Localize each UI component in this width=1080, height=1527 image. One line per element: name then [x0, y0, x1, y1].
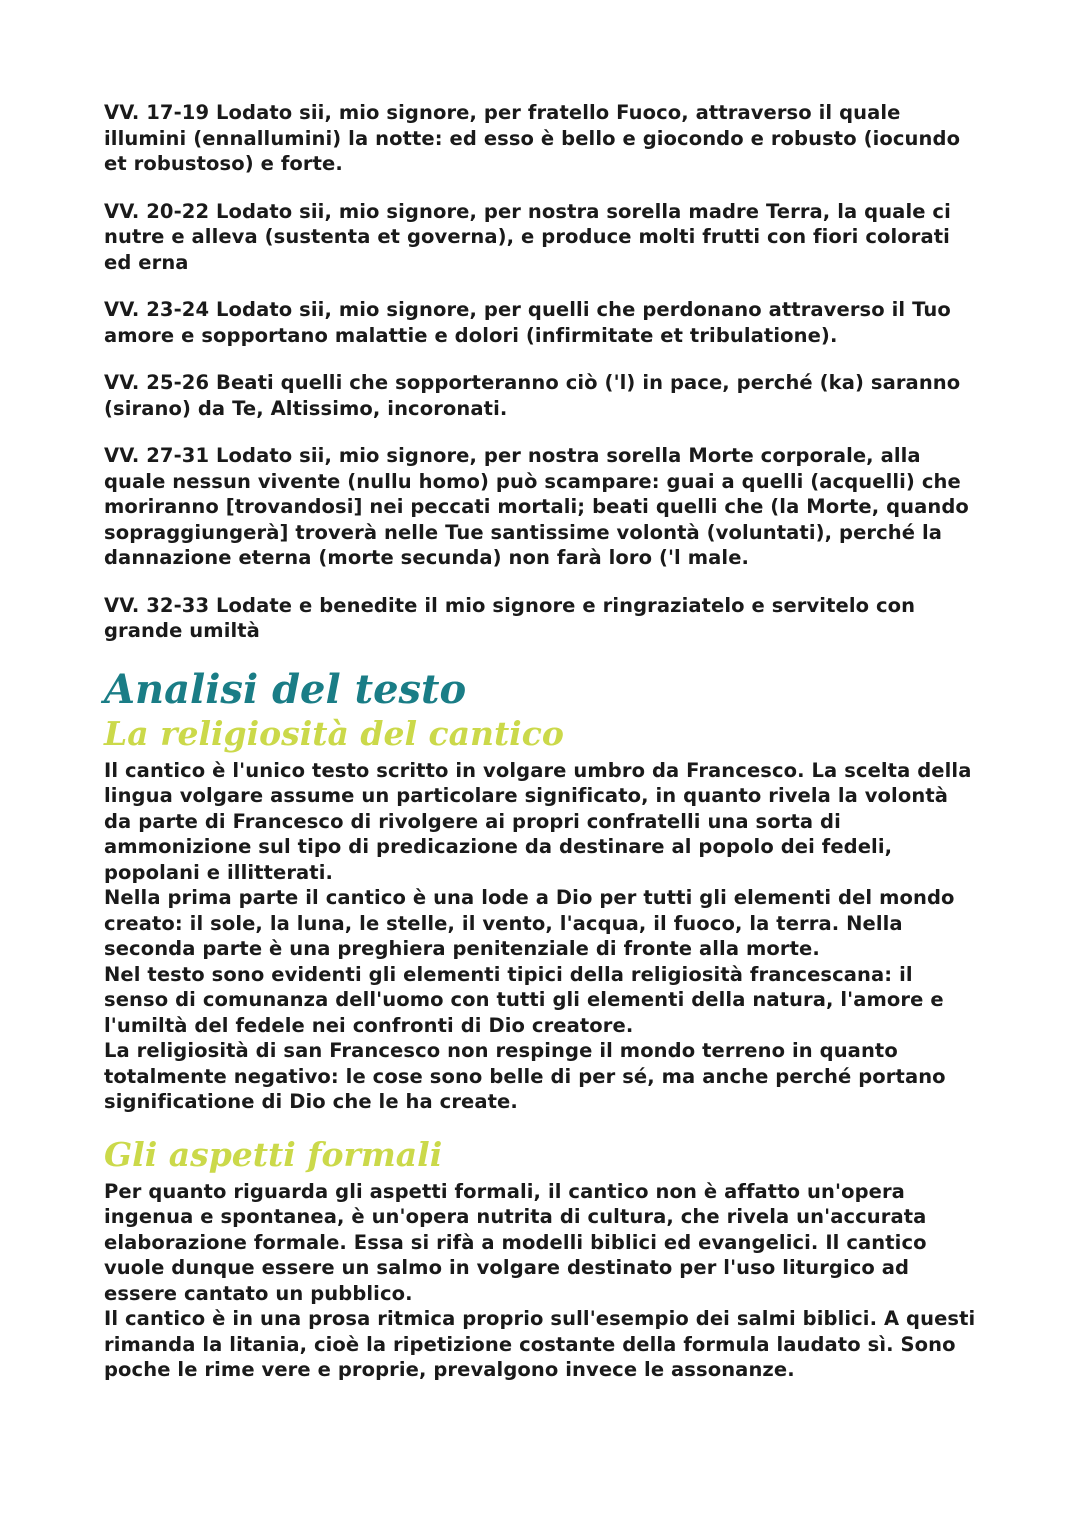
- verse-23-24: VV. 23-24 Lodato sii, mio signore, per quelli che perdonano attraverso il Tuo amore e sopportano malattie e dolori (infirmitate et tribulatione).: [104, 298, 951, 347]
- formal-aspects-paragraph-2: Il cantico è in una prosa ritmica proprio sull'esempio dei salmi biblici. A questi rimanda la litania, cioè la ripetizione costante della formula laudato sì. Sono poche le rime vere e proprie, prevalgono invece le assonanze.: [104, 1307, 976, 1381]
- religiosity-paragraph-2: Nella prima parte il cantico è una lode a Dio per tutti gli elementi del mondo creato: il sole, la luna, le stelle, il vento, l'acqua, il fuoco, la terra. Nella seconda parte è una preghiera penitenziale di fronte alla morte.: [104, 886, 955, 960]
- religiosity-paragraph-4: La religiosità di san Francesco non respinge il mondo terreno in quanto totalmente negativo: le cose sono belle di per sé, ma anche perché portano significatione di Dio che le ha create.: [104, 1039, 946, 1113]
- section-formal-aspects-title: Gli aspetti formali: [104, 1134, 443, 1174]
- verse-25-26: VV. 25-26 Beati quelli che sopporteranno ciò ('l) in pace, perché (ka) saranno (sirano) da Te, Altissimo, incoronati.: [104, 371, 961, 420]
- verse-27-31: VV. 27-31 Lodato sii, mio signore, per nostra sorella Morte corporale, alla quale nessun vivente (nullu homo) può scampare: guai a quelli (acquelli) che moriranno [trovandosi] nei peccati mortali; beati quelli che (la Morte, quando sopraggiungerà] troverà nelle Tue santissime volontà (voluntati), perché la dannazione eterna (morte secunda) non farà loro ('l male.: [104, 444, 969, 569]
- verse-32-33: VV. 32-33 Lodate e benedite il mio signore e ringraziatelo e servitelo con grande umiltà: [104, 593, 916, 642]
- verse-20-22: VV. 20-22 Lodato sii, mio signore, per nostra sorella madre Terra, la quale ci nutre e alleva (sustenta et governa), e produce molti frutti con fiori colorati ed erna: [104, 199, 951, 274]
- religiosity-paragraph-3: Nel testo sono evidenti gli elementi tipici della religiosità francescana: il senso di comunanza dell'uomo con tutti gli elementi della natura, l'amore e l'umiltà del fedele nei confronti di Dio creatore.: [104, 962, 944, 1037]
- religiosity-paragraph-1: Il cantico è l'unico testo scritto in volgare umbro da Francesco. La scelta della lingua volgare assume un particolare significato, in quanto rivela la volontà da parte di Francesco di rivolgere ai propri confratelli una sorta di ammonizione sul tipo di predicazione da destinare al popolo dei fedeli, popolani e illitterati.: [104, 758, 972, 884]
- analysis-title: Analisi del testo: [104, 665, 467, 713]
- section-religiosity-title: La religiosità del cantico: [104, 713, 564, 753]
- verse-17-19: VV. 17-19 Lodato sii, mio signore, per fratello Fuoco, attraverso il quale illumini (ennallumini) la notte: ed esso è bello e giocondo e robusto (iocundo et robustoso) e forte.: [104, 101, 961, 175]
- formal-aspects-paragraph-1: Per quanto riguarda gli aspetti formali, il cantico non è affatto un'opera ingenua e spontanea, è un'opera nutrita di cultura, che rivela un'accurata elaborazione formale. Essa si rifà a modelli biblici ed evangelici. Il cantico vuole dunque essere un salmo in volgare destinato per l'uso liturgico ad essere cantato un pubblico.: [104, 1179, 927, 1305]
